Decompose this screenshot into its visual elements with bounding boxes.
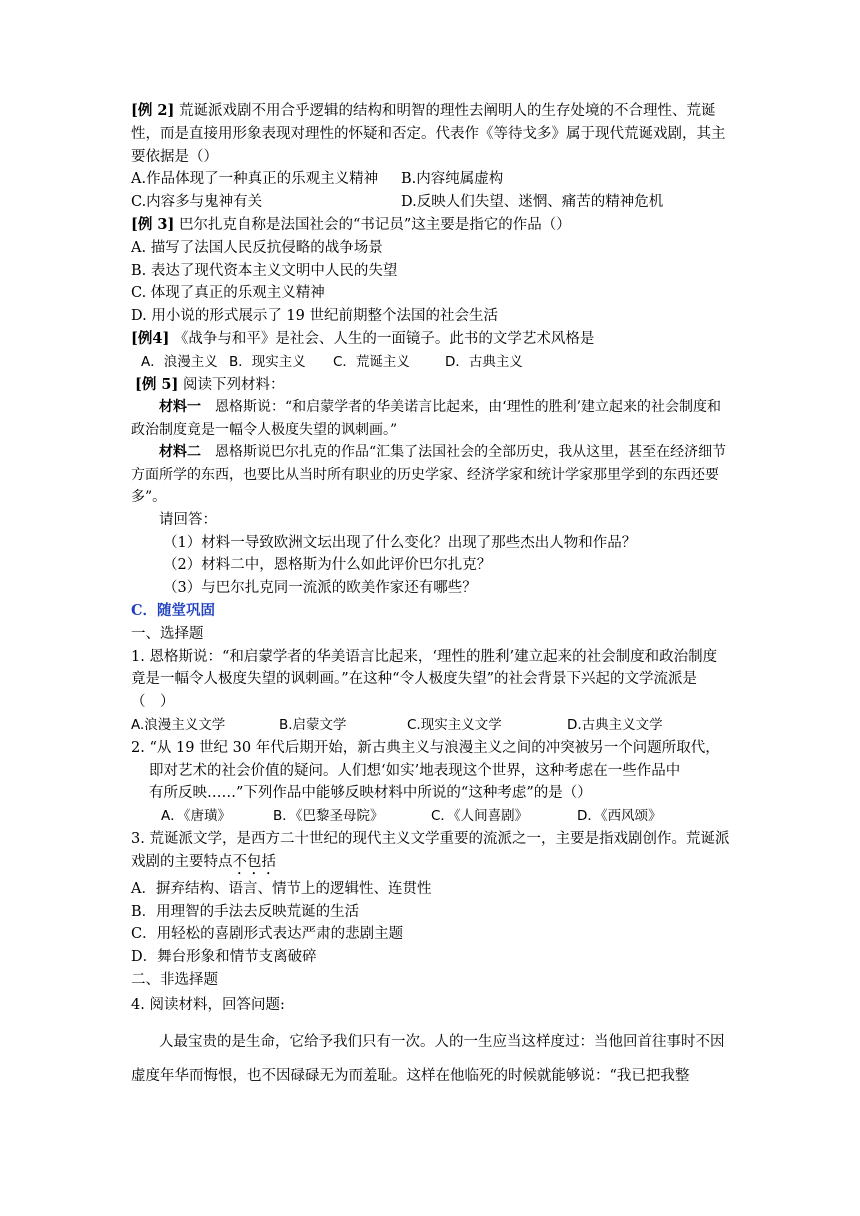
example-4-option-c: C．荒诞主义	[333, 353, 410, 370]
example-2-option-b: B.内容纯属虚构	[401, 171, 504, 188]
question-2-line-1: 2. “从 19 世纪 30 年代后期开始，新古典主义与浪漫主义之间的冲突被另一个问题所取代，	[131, 739, 720, 756]
example-2-option-d: D.反映人们失望、迷惘、痛苦的精神危机	[401, 194, 664, 211]
question-1-option-d: D.古典主义文学	[567, 717, 663, 734]
example-5-tag: [例 5]	[135, 375, 179, 393]
material-one-label: 材料一	[159, 399, 201, 416]
material-one-text: 恩格斯说：“和启蒙学者的华美诺言比起来，由‘理性的胜利’建立起来的社会制度和政治制度竟是一幅令人极度失望的讽刺画。”	[131, 399, 722, 438]
example-4	[131, 328, 731, 351]
example-3-tag: [例 3]	[131, 215, 175, 233]
question-2-option-b: B．《巴黎圣母院》	[273, 808, 384, 825]
example-4-option-d: D．古典主义	[445, 353, 523, 370]
example-3-option-a: A. 描写了法国人民反抗侵略的战争场景	[131, 239, 383, 256]
example-2-text: 荒诞派戏剧不用合乎逻辑的结构和明智的理性去阐明人的生存处境的不合理性、荒诞性，而是直接用形象表现对理性的怀疑和否定。代表作《等待戈多》属于现代荒诞戏剧，其主要依据是（）	[131, 103, 726, 165]
question-3-option-d: D．舞台形象和情节支离破碎	[131, 949, 317, 966]
question-3	[131, 828, 731, 878]
question-1-option-a: A.浪漫主义文学	[131, 717, 226, 734]
example-2-option-c: C.内容多与鬼神有关	[131, 194, 263, 211]
section-c-heading: C．随堂巩固	[131, 602, 216, 620]
question-3-text: 3. 荒诞派文学，是西方二十世纪的现代主义文学重要的流派之一，主要是指戏剧创作。荒诞派戏剧的主要特点	[131, 831, 730, 870]
example-3-option-b: B. 表达了现代资本主义文明中人民的失望	[131, 262, 398, 279]
material-two	[131, 441, 731, 509]
example-4-tag: [例4]	[131, 329, 170, 347]
question-1: 1. 恩格斯说：“和启蒙学者的华美语言比起来，‘理性的胜利’建立起来的社会制度和政治制度竟是一幅令人极度失望的讽刺画。”在这种“令人极度失望”的社会背景下兴起的文学流派是（ ）	[131, 648, 718, 711]
question-3-emphasis: 不包括	[232, 853, 276, 870]
question-3-option-b: B．用理智的手法去反映荒诞的生活	[131, 903, 360, 920]
example-4-option-b: B．现实主义	[229, 353, 306, 370]
question-2-line-3: 有所反映……”下列作品中能够反映材料中所说的“这种考虑”的是（）	[149, 785, 592, 802]
document-page	[131, 100, 731, 1093]
part-two-heading: 二、非选择题	[131, 972, 218, 988]
example-3-text: 巴尔扎克自称是法国社会的“书记员”这主要是指它的作品（）	[178, 216, 571, 233]
material-one	[131, 396, 731, 441]
question-2-option-c: C．《人间喜剧》	[431, 808, 529, 825]
question-4-passage: 人最宝贵的是生命，它给予我们只有一次。人的一生应当这样度过：当他回首往事时不因虚度年华而悔恨，也不因碌碌无为而羞耻。这样在他临死的时候就能够说：“我已把我整	[131, 1033, 725, 1084]
example-2-tag: [例 2]	[131, 102, 175, 119]
example-4-options	[131, 351, 731, 374]
question-2-option-d: D．《西风颂》	[577, 808, 662, 825]
example-5-question-1: （1）材料一导致欧洲文坛出现了什么变化？出现了那些杰出人物和作品？	[163, 534, 637, 551]
example-4-option-a: A．浪漫主义	[141, 353, 218, 370]
example-3-option-c: C. 体现了真正的乐观主义精神	[131, 285, 325, 302]
example-2-option-a: A.作品体现了一种真正的乐观主义精神	[131, 171, 379, 188]
question-4: 4. 阅读材料，回答问题:	[131, 996, 285, 1013]
example-5	[131, 374, 731, 397]
answer-prompt: 请回答：	[159, 511, 217, 528]
example-2	[131, 100, 731, 168]
question-1-option-b: B.启蒙文学	[279, 717, 347, 734]
example-3	[131, 214, 731, 237]
question-2-options	[131, 805, 731, 828]
question-2-option-a: A．《唐璜》	[161, 808, 231, 825]
material-two-label: 材料二	[159, 444, 201, 461]
material-two-text: 恩格斯说巴尔扎克的作品“汇集了法国社会的全部历史，我从这里，甚至在经济细节方面所学的东西，也要比从当时所有职业的历史学家、经济学家和统计学家那里学到的东西还要多”。	[131, 444, 727, 506]
example-5-question-2: （2）材料二中，恩格斯为什么如此评价巴尔扎克？	[163, 557, 492, 574]
example-2-options-row-1	[131, 168, 731, 191]
example-3-option-d: D. 用小说的形式展示了 19 世纪前期整个法国的社会生活	[131, 308, 498, 325]
question-1-option-c: C.现实主义文学	[407, 717, 502, 734]
example-2-options-row-2	[131, 191, 731, 214]
question-3-option-c: C．用轻松的喜剧形式表达严肃的悲剧主题	[131, 926, 404, 943]
question-2-line-2: 即对艺术的社会价值的疑问。人们想‘如实’地表现这个世界，这种考虑在一些作品中	[149, 762, 681, 779]
question-3-option-a: A．摒弃结构、语言、情节上的逻辑性、连贯性	[131, 880, 432, 897]
example-4-text: 《战争与和平》是社会、人生的一面镜子。此书的文学艺术风格是	[173, 330, 595, 347]
question-1-options	[131, 714, 731, 737]
part-one-heading: 一、选择题	[131, 625, 204, 642]
example-5-text: 阅读下列材料：	[182, 376, 285, 393]
example-5-question-3: （3）与巴尔扎克同一流派的欧美作家还有哪些？	[163, 580, 477, 597]
